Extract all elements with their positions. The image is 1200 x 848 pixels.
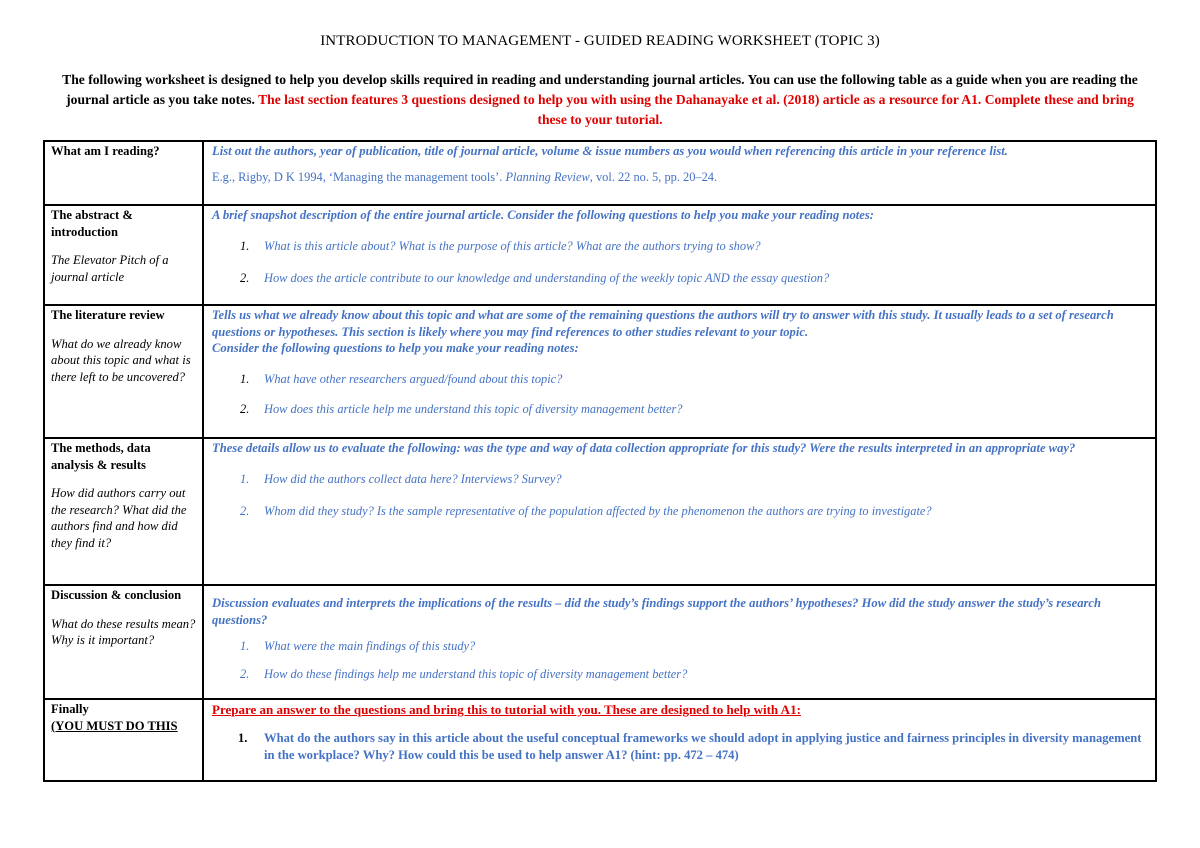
- row-description: Discussion evaluates and interprets the implications of the results – did the study’s findings support the authors’ hypotheses? How did the study answer the study’s research questions?: [212, 596, 1102, 627]
- row-heading: The abstract & introduction: [51, 208, 133, 239]
- row-label-cell: [44, 585, 203, 699]
- row-label-cell: [44, 438, 203, 585]
- table-row: [44, 585, 1156, 699]
- question-number: 1.: [240, 238, 250, 253]
- row-content-cell: [203, 205, 1156, 305]
- row-heading: Discussion & conclusion: [51, 588, 182, 602]
- question-text: Whom did they study? Is the sample representative of the population affected by the phenomenon the authors are trying to investigate?: [264, 503, 932, 518]
- question-item: [212, 503, 1147, 519]
- row-subheading: How did authors carry out the research? What did the authors find and how did they find it?: [51, 486, 187, 550]
- question-number: 2.: [240, 401, 250, 416]
- table-row: [44, 141, 1156, 205]
- final-instruction: Prepare an answer to the questions and bring this to tutorial with you. These are designed to help with A1:: [212, 702, 801, 717]
- row-heading-secondary: (YOU MUST DO THIS: [51, 718, 178, 733]
- row-label-cell: [44, 699, 203, 781]
- table-row: [44, 305, 1156, 438]
- question-text: How do these findings help me understand this topic of diversity management better?: [264, 667, 688, 681]
- example-journal: Planning Review: [505, 169, 590, 184]
- question-text: How does the article contribute to our knowledge and understanding of the weekly topic AND the essay question?: [264, 270, 830, 285]
- row-content-cell: [203, 585, 1156, 699]
- question-item: [212, 471, 1147, 487]
- question-number: 1.: [240, 371, 250, 386]
- row-content-cell: [203, 699, 1156, 781]
- intro-paragraph: [60, 70, 1140, 130]
- question-item: [212, 238, 1147, 254]
- table-row: [44, 205, 1156, 305]
- row-heading: The methods, data analysis & results: [51, 441, 151, 472]
- question-item: [212, 371, 1147, 387]
- row-description: A brief snapshot description of the entire journal article. Consider the following questions to help you make your reading notes:: [212, 208, 874, 222]
- question-number: 1.: [240, 471, 250, 486]
- row-heading: What am I reading?: [51, 144, 160, 158]
- question-number: 2.: [240, 667, 250, 681]
- example-prefix: E.g., Rigby, D K 1994, ‘Managing the management tools’.: [212, 169, 503, 184]
- table-row: [44, 438, 1156, 585]
- row-subheading: What do we already know about this topic and what is there left to be uncovered?: [51, 336, 191, 384]
- question-number: 1.: [238, 731, 248, 745]
- reading-table: [43, 140, 1157, 782]
- intro-text: The following worksheet is designed to help you develop skills required in reading and understanding journal articles. You can use the following table as a guide when you are reading the journal article as you take notes.: [62, 72, 1138, 107]
- worksheet-title: INTRODUCTION TO MANAGEMENT - GUIDED READING WORKSHEET (TOPIC 3): [320, 33, 880, 49]
- row-heading: The literature review: [51, 308, 165, 322]
- intro-red-text: The last section features 3 questions designed to help you with using the Dahanayake et al. (2018) article as a resource for A1. Complete these and bring these to your tutorial.: [258, 92, 1134, 127]
- row-description: Tells us what we already know about this topic and what are some of the remaining questions the authors will try to answer with this study. It usually leads to a set of research questions or hypotheses. This section is likely where you may find references to other studies relevant to your topic.: [212, 308, 1114, 339]
- row-content-cell: [203, 141, 1156, 205]
- row-label-cell: [44, 141, 203, 205]
- example-suffix: , vol. 22 no. 5, pp. 20–24.: [589, 169, 718, 184]
- question-text: What is this article about? What is the purpose of this article? What are the authors trying to show?: [264, 238, 761, 253]
- row-content-cell: [203, 438, 1156, 585]
- reference-example: [212, 170, 1147, 185]
- question-text: How does this article help me understand this topic of diversity management better?: [264, 401, 683, 416]
- question-number: 2.: [240, 270, 250, 285]
- question-text: What do the authors say in this article about the useful conceptual frameworks we should adopt in applying justice and fairness principles in diversity management in the workplace? Why? How could this be used to help answer A1? (hint: pp. 472 – 474): [264, 731, 1142, 762]
- question-item: [212, 666, 1147, 682]
- question-item: [212, 730, 1147, 763]
- question-text: How did the authors collect data here? Interviews? Survey?: [264, 471, 562, 486]
- row-description: These details allow us to evaluate the following: was the type and way of data collection appropriate for this study? Were the results interpreted in an appropriate way?: [212, 441, 1076, 455]
- row-content-cell: [203, 305, 1156, 438]
- row-subheading: What do these results mean? Why is it important?: [51, 616, 196, 647]
- row-heading: Finally: [51, 702, 89, 716]
- table-row: [44, 699, 1156, 781]
- row-label-cell: [44, 205, 203, 305]
- question-number: 2.: [240, 503, 250, 518]
- question-item: [212, 270, 1147, 286]
- row-description-secondary: Consider the following questions to help you make your reading notes:: [212, 341, 579, 355]
- row-description: List out the authors, year of publication, title of journal article, volume & issue numbers as you would when referencing this article in your reference list.: [212, 144, 1008, 158]
- question-item: [212, 638, 1147, 654]
- question-number: 1.: [240, 639, 250, 653]
- question-item: [212, 401, 1147, 417]
- row-subheading: The Elevator Pitch of a journal article: [51, 253, 169, 284]
- row-label-cell: [44, 305, 203, 438]
- question-text: What were the main findings of this study?: [264, 639, 476, 653]
- question-text: What have other researchers argued/found about this topic?: [264, 371, 563, 386]
